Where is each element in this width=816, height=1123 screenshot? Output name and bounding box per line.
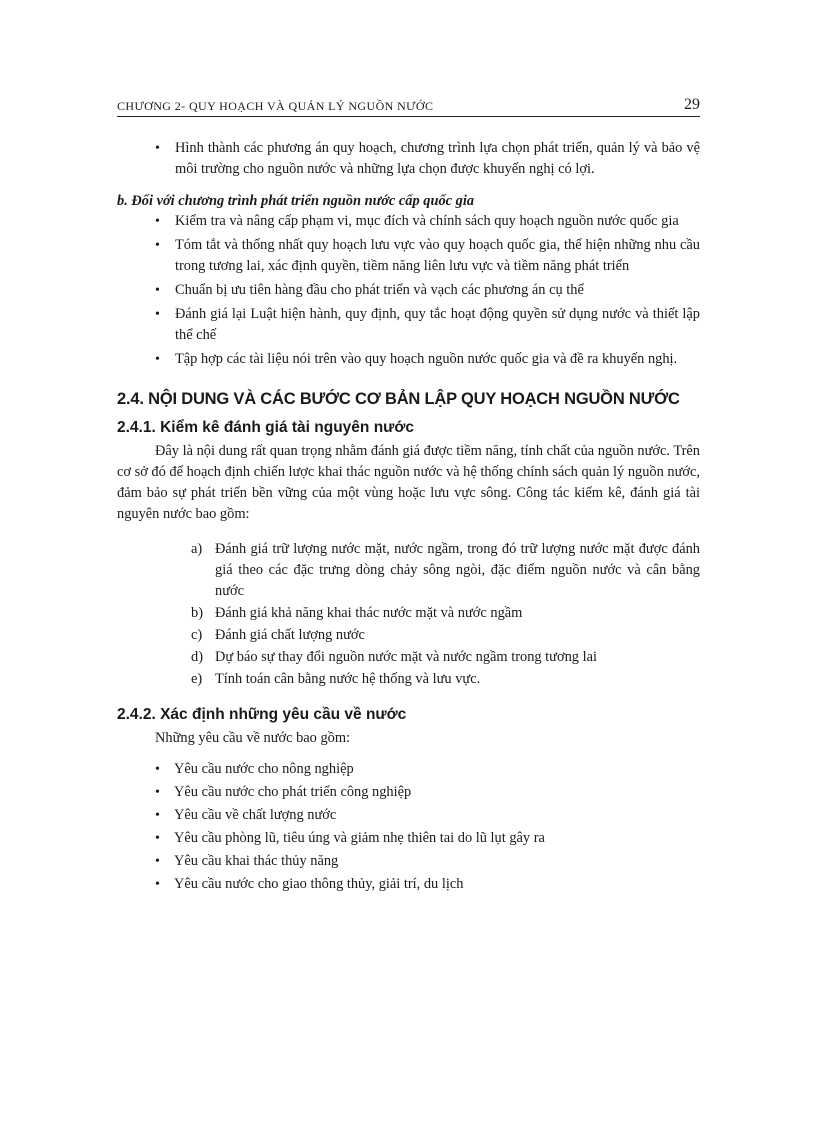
document-page: [117, 96, 700, 897]
list-item: • Chuẩn bị ưu tiên hàng đầu cho phát triển và vạch các phương án cụ thể: [117, 280, 700, 301]
body-paragraph: Đây là nội dung rất quan trọng nhằm đánh giá được tiềm năng, tính chất của nguồn nước. Trên cơ sở đó để hoạch định chiến lược khai thác nguồn nước và hệ thống chính sách quản lý nguồn nước, đảm bảo sự phát triển bền vững của một vùng hoặc lưu vực sông. Công tác kiểm kê, đánh giá tài nguyên nước bao gồm:: [117, 443, 700, 522]
list-item: • Hình thành các phương án quy hoạch, chương trình lựa chọn phát triển, quản lý và bảo vệ môi trường cho nguồn nước và những lựa chọn được khuyến nghị có lợi.: [117, 138, 700, 180]
intro-text: Những yêu cầu về nước bao gồm:: [155, 730, 351, 746]
item-label: c): [191, 627, 203, 643]
top-bullet-list: [117, 138, 700, 180]
list-item: • Tóm tắt và thống nhất quy hoạch lưu vực vào quy hoạch quốc gia, thể hiện những nhu cầu trong tương lai, xác định quyền, tiềm năng liên lưu vực và tiềm năng phát triển: [117, 235, 700, 277]
subheading-b: b. Đối với chương trình phát triển nguồn nước cấp quốc gia: [117, 193, 475, 209]
list-item: • Đánh giá lại Luật hiện hành, quy định, quy tắc hoạt động quyền sử dụng nước và thiết lập thể chế: [117, 304, 700, 346]
chapter-title: CHƯƠNG 2- QUY HOẠCH VÀ QUẢN LÝ NGUỒN NƯỚC: [117, 99, 434, 113]
list-item: • Yêu cầu về chất lượng nước: [117, 805, 700, 826]
list-item: [117, 669, 700, 690]
list-item: • Yêu cầu nước cho nông nghiệp: [117, 759, 700, 780]
list-item: • Yêu cầu nước cho phát triển công nghiệp: [117, 782, 700, 803]
subsection-heading-2-4-1: 2.4.1. Kiểm kê đánh giá tài nguyên nước: [117, 419, 415, 436]
list-item: [117, 647, 700, 668]
item-text: Dự báo sự thay đổi nguồn nước mặt và nước ngầm trong tương lai: [215, 649, 597, 665]
section-b-bullet-list: [117, 211, 700, 370]
page-number: 29: [684, 96, 700, 113]
list-item: • Yêu cầu phòng lũ, tiêu úng và giảm nhẹ thiên tai do lũ lụt gây ra: [117, 828, 700, 849]
item-text: Đánh giá trữ lượng nước mặt, nước ngầm, trong đó trữ lượng nước mặt được đánh giá theo các đặc trưng dòng chảy sông ngòi, đặc điểm nguồn nước và cân bằng nước: [215, 541, 700, 599]
item-text: Đánh giá chất lượng nước: [215, 627, 365, 643]
item-label: e): [191, 671, 203, 687]
section-heading-2-4: 2.4. NỘI DUNG VÀ CÁC BƯỚC CƠ BẢN LẬP QUY HOẠCH NGUỒN NƯỚC: [117, 390, 680, 408]
list-item: • Yêu cầu khai thác thủy năng: [117, 851, 700, 872]
lettered-list: [117, 539, 700, 690]
list-item: [117, 539, 700, 602]
item-label: a): [191, 541, 203, 557]
list-item: [117, 603, 700, 624]
running-header: [117, 96, 700, 117]
item-label: d): [191, 649, 203, 665]
list-item: [117, 625, 700, 646]
requirements-bullet-list: [117, 759, 700, 895]
item-label: b): [191, 605, 203, 621]
item-text: Đánh giá khả năng khai thác nước mặt và nước ngầm: [215, 605, 523, 621]
list-item: • Kiểm tra và nâng cấp phạm vi, mục đích và chính sách quy hoạch nguồn nước quốc gia: [117, 211, 700, 232]
item-text: Tính toán cân bằng nước hệ thống và lưu vực.: [215, 671, 481, 687]
list-item: • Tập hợp các tài liệu nói trên vào quy hoạch nguồn nước quốc gia và đề ra khuyến nghị.: [117, 349, 700, 370]
subsection-heading-2-4-2: 2.4.2. Xác định những yêu cầu về nước: [117, 706, 407, 723]
list-item: • Yêu cầu nước cho giao thông thủy, giải trí, du lịch: [117, 874, 700, 895]
